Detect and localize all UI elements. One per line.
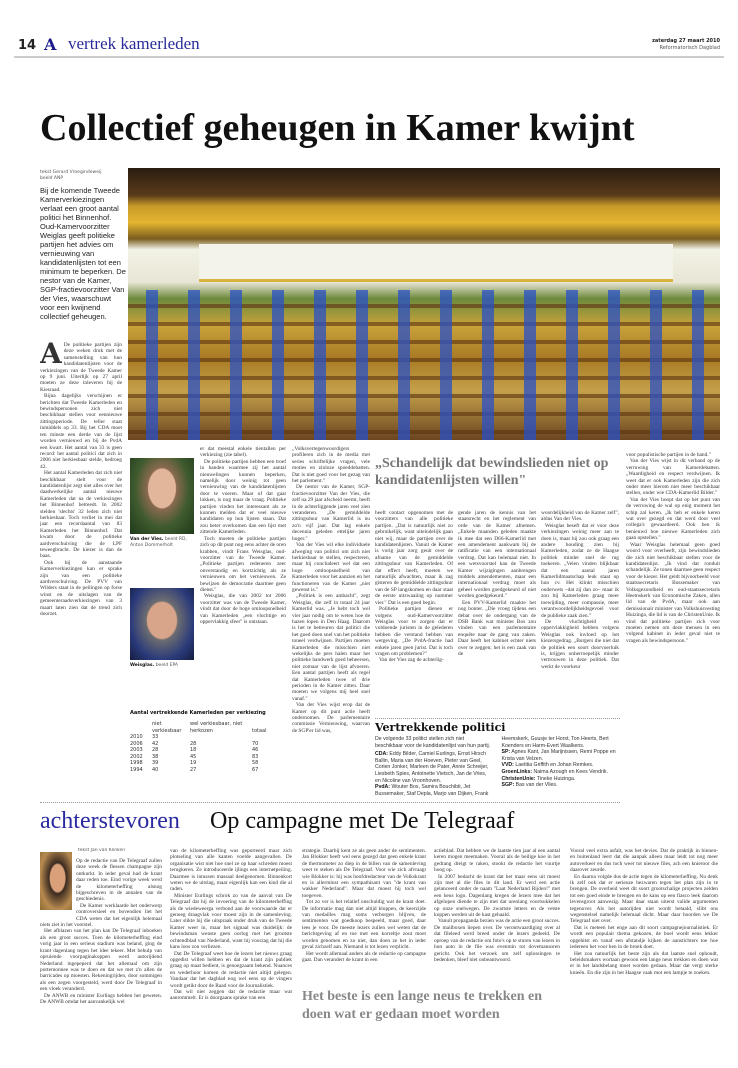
table-header: totaal — [252, 727, 267, 734]
paragraph: Het wordt allemaal anders als de redactie op campagne gaat. Dan verandert de krant in een — [302, 950, 426, 963]
departures-table — [130, 710, 288, 773]
party-list — [375, 751, 494, 784]
box-intro: De volgende 33 politici stellen zich niet beschikbaar voor de kandidatenlijst van hun partij. — [375, 736, 491, 749]
author-credit: tekst Jan van Klinken — [78, 848, 126, 853]
table-header — [130, 721, 152, 734]
paragraph: heeft contact opgenomen met de voorzitters van alle politieke partijen. „Dat is natuurlijk niet zo gebruikelijk, want uiteindelijk gaan niet wij, maar de partijen over de kandidatenlijsten. Vanuit de Kamer is vorig jaar zorg geuit over de afname van de gemiddelde zittingsduur van Kamerleden. Of dat effect heeft, moeten we natuurlijk afwachten, maar ik zag gisteren de gemiddelde zittingsduur van de SP langskomen en daar staat de eerste uitzwaaiing op nummer vier." Dat is een goed begin. — [375, 510, 453, 606]
table-cell: 40 — [152, 766, 159, 773]
paragraph: Bijna dagelijks verschijnen er berichten dat Tweede Kamerleden en bewindspersonen zich niet beschikbaar stellen voor eennieuwe zittingsperiode. De teller staat inmiddels op 33. Bij het CDA moet ten minste een derde van de lijst worden vernieuwd en bij de PvdA een kwart. Het aantal van 33 is geen record: het aantal politici dat zich in 2006 niet herkiesbaar stelde, bedroeg 42. — [40, 393, 122, 470]
table-cell: 39 — [152, 760, 159, 766]
header-rule — [14, 56, 724, 58]
table-cell: 42 — [152, 740, 159, 747]
section-title: vertrek kamerleden — [68, 34, 200, 53]
paragraph: „Politiek is een ambacht", zegt Weisglas, die zelf in totaal 24 jaar Kamerlid was. „Je hebt toch wel vier jaar nodig om te weten hoe de hazen lopen in Den Haag. Daarom is het te betreuren dat politici die het goed doen snel van het politieke toneel verdwijnen. Partijen moeten Kamerleden die misschien niet wekelijks de pers halen maar het politieke handwerk goed beheersen, niet zomaar van de lijst afvoeren. Een aantal partijen heeft als regel dat Kamerleden twee of drie perioden in de Kamer zitten. Daar moeten we volgens mij heel snel vanaf." — [292, 593, 370, 702]
paragraph: Weisglas, die van 2002 tot 2006 voorzitter was van de Tweede Kamer, vindt dat door de hoge omloopsnelheid van Kamerleden „een vluchtige en oppervlakkig sfeer" is ontstaan. — [200, 593, 286, 625]
politician-names: Agnes Kant, Jan Marijnissen, Remi Poppe en Krista van Velzen. — [501, 749, 616, 762]
article-column-3 — [292, 446, 370, 796]
column-text-3 — [302, 848, 426, 982]
table-cell: 2006 — [130, 740, 143, 747]
party-name: ChristenUnie: — [501, 775, 536, 782]
table-cell: 83 — [252, 753, 259, 760]
paragraph: De politieke partijen hebben een troef in handen waarmee zij het aantal nieuwelingen kunnen beperken, namelijk door weinig tot geen vernieuwing van de kandidatenlijsten door te voeren. Maar of dat gaat lukken, is nog maar de vraag. Politieke partijen vinden het interessant als ze kunnen melden dat er veel nieuwe kandidaten op hun lijsten staan. Dat zou beter overkomen dan een lijst met zittende Kamerleden. — [200, 458, 286, 536]
paragraph: Het afblazen van het plan kan De Telegraaf inboeken als een groot succes. Toen de kilometerheffing eind vorig jaar in een serieus stadium was beland, ging de krant dagenlang tegen het idee tekeer. Met behulp van opruiende voorpaginakoppen werd autorijdend Nederland ingepeperd dat het allemaal om zijn portemonnee was te doen en dat we met z'n allen de barricades op moesten. Rekeningrijden, door sommigen als een zegen voorgesteld, werd door De Telegraaf in een vloek veranderd. — [40, 928, 162, 993]
table-cell: 28 — [190, 740, 197, 747]
table-cell: 28 — [152, 747, 159, 753]
table-cell: 2010 — [130, 734, 143, 740]
paragraph: De vluchtigheid en oppervlakkigheid hebben volgens Weisglas ook invloed op het kiezersgedrag. „Burgers die niet dat de politiek een soort doorvoerluik is, krijgen onherroepelijk minder vertrouwen in deze politiek. Dat werkt de voorkeur — [541, 618, 619, 670]
politician-names: Bas van der Vlies. — [515, 782, 558, 789]
paragraph: Op de redactie van De Telegraaf zullen deze week de flessen champagne zijn ontkurkt. In ieder geval had de krant daar reden toe. Eind vorige week werd de kilometerheffing alsnog bijgeschreven in de annalen van de geschiedenis. — [76, 858, 162, 903]
table-title: Aantal vertrekkende Kamerleden per verkiezing — [130, 710, 266, 716]
column-text-1 — [40, 848, 162, 1062]
party-name: VVD: — [501, 762, 514, 769]
party-list — [502, 749, 621, 762]
table-cell: 38 — [152, 753, 159, 760]
article-column-4 — [375, 510, 453, 714]
party-name: SP: — [501, 749, 511, 756]
table-header-row — [130, 721, 282, 734]
photo-caption — [130, 663, 196, 669]
paragraph: er dat meestal enkele tientallen per verkiezing (zie tabel). — [200, 446, 286, 459]
table-cell: 33 — [152, 734, 159, 740]
box-title: Vertrekkende politici — [375, 721, 506, 734]
party-list — [502, 776, 621, 783]
paragraph: Het aantal Kamerleden dat zich niet beschikbaar stelt voor de kandidatenlijst zegt niet alles over het daadwerkelijke aantal nieuwe Kamerleden dat na de verkiezingen het Binnenhof betreedt. In 2002 stelden 'slechts' 32 leden zich niet herkiesbaar. Toch verliet in mei dat jaar een recordaantal van 83 Kamerleden het Binnenhof. Dat kwam door de politieke aardverschuiving die de LPF teweegbracht. De kiezer is dan de baas. — [40, 470, 122, 560]
paper-name: Reformatorisch Dagblad — [659, 45, 720, 51]
politician-names: Naima Azough en Kees Vendrik. — [533, 768, 608, 775]
paragraph: gende jaren de kennis van het staatsrecht en het reglement van orde van de Kamer afnemen. „Enkele maanden geleden maakte ik mee dat een D66-Kamerlid met een amendement aankwam bij de ratificatie van een internationaal verdrag. Dat kan helemaal niet. In een wetsvoorstel kan de Tweede Kamer wijzigingen aanbrengen middels amendementen, maar een internationaal verdrag moet als geheel worden goedgekeurd of niet worden goedgekeurd." — [458, 510, 536, 600]
paragraph: Toch moeten de politieke partijen zich op dit punt nog eens achter de oren krabben, vindt Frans Weisglas, oud-voorzitter van de Tweede Kamer. „Politieke partijen redeneren zeer onverstandig en kortzichtig als ze vernieuwen om het vernieuwen. Ze bewijzen de democratie daarmee geen dienst." — [200, 535, 286, 593]
paragraph: Ook bij de aanstaande Kamerverkiezingen kan er sprake zijn van een politieke aardverschuiving. De PVV van Wilders staat in de peilingen op forse winst en de uitslagen van de gemeenteraadsverkiezingen van 3 maart laten zien dat de trend zich doorzet. — [40, 559, 122, 618]
paragraph: Weisglas beseft dat er voor deze verkiezingen weinig meer aan te doen is, maar hij zou ook graag een andere houding zien bij Kamerleden, zodat ze de Haagse politiek minder snel de rug toekeren. „Velen vinden blijkbaar dat een aantal jaren Kamerlidmaatschap leuk staat op hun cv. Het klinkt misschien ouderwets –dat zij dan zo– maar ik zou bij Kamerleden graag meer toewijding, meer compassie, meer verantwoordelijkheidsgevoel voor de publieke zaak zien." — [541, 522, 619, 619]
politician-names: Tineke Huizinga. — [536, 775, 576, 782]
van-der-vies-photo — [130, 458, 194, 534]
divider-dotted — [375, 718, 620, 719]
caption-credit: beeld EPA — [155, 663, 178, 668]
paragraph: De Kamer werklaarde het onderwerp controversieel en bovendien liet het CDA weten dat het eigenlijk helemaal niets ziet in het voorstel. — [40, 902, 162, 929]
paragraph: En daarna volgde dus de actie tegen de kilometerheffing. Nu denk ik zelf ook dat er serieuze bezwaren tegen het plan zijn in te brengen. De overheid weet dit soort grootschalige projecten zelden tot een goed einde te brengen en de kans op een fiasco leek daarom levensgroot aanwezig. Maar daar staan uiterst valide argumenten tegenover. Als het autorijden niet wordt betaald, slibt ons wegenstelsel namelijk helemaal dicht. Maar daar hoorden we De Telegraaf niet over. — [570, 873, 718, 925]
paragraph: Dat wil niet zeggen dat de redactie maar wat aanrommelt. Er is doorgaans sprake van een — [170, 988, 292, 1002]
article-column-6 — [541, 510, 619, 714]
header-meta — [652, 38, 720, 52]
pull-quote: „Schandelijk dat bewindslieden niet op kandidatenlijsten willen" — [375, 456, 609, 488]
paragraph: actieblad. Dat hebben we de laatste tien jaar al een aantal keren mogen meemaken. Vooral als de heilige koe in het gedrang dreigt te raken, stookt de redactie het vuurtje hoog op. — [434, 848, 560, 874]
table-row — [130, 767, 282, 774]
party-list — [502, 782, 621, 789]
paragraph: De politieke partijen zijn deze weken druk met de samenstelling van hun kandidatenlijsten voor de verkiezingen van de Tweede Kamer op 9 juni. Uiterlijk op 27 april moeten ze deze inleveren bij de Kiesraad. — [40, 342, 122, 393]
parliament-photo — [128, 168, 720, 440]
article-column-2 — [200, 446, 286, 702]
paragraph: voor populistische partijen in de hand." — [626, 452, 711, 458]
table — [130, 721, 282, 773]
paragraph: Politieke partijen dienen er volgens oud-Kamervoorzitter Weisglas voor te zorgen dat er voldoende juristen in de gelederen hebben die verstand hebben van wetgeving. „De PvdA-fractie had enkele jaren geen jurist. Dat is toch vragen om problemen?" — [375, 606, 453, 657]
caption-name: Weisglas. — [130, 663, 155, 668]
table-cell: 2003 — [130, 747, 143, 753]
table-header: niet verkiesbaar — [152, 721, 182, 734]
column-title: Op campagne met De Telegraaf — [210, 808, 515, 834]
article-column-5 — [458, 510, 536, 714]
article-title: Collectief geheugen in Kamer kwijnt — [40, 107, 635, 149]
politician-names: Wouter Bos, Samira Bouchibti, Jet Bussemaker, Staf Depla, Marjo van Dijken, Frank Heemskerk, Guusje ter Horst, Ton Heerts, Bert Koenders en Harm-Evert Waalkens. — [375, 736, 609, 797]
page-number: 14 — [18, 38, 37, 53]
paragraph: De nestor van de Kamer, SGP-fractievoorzitter Van der Vies, die zelf na 29 jaar afscheid neemt, heeft in de achterliggende jaren veel zien veranderen. „De gemiddelde zittingsduur van Kamerlid is nu zo'n vijf jaar. Dat lag enkele decennia geleden ettelijke jaren hoger." — [292, 484, 370, 542]
date: zaterdag 27 maart 2010 — [652, 38, 720, 44]
lead-text: Bij de komende Tweede Kamerverkiezingen verlaat een groot aantal politici het Binnenhof. Oud-Kamervoorzitter Weiglas geeft politieke partijen het advies om vernieuwing van kandidatenlijsten tot een minimum te beperken. De nestor van de Kamer, SGP-fractievoorzitter Van der Vies, waarschuwt voor een kwijnend collectief geheugen. — [40, 186, 126, 321]
table-cell: 58 — [252, 760, 259, 766]
paragraph: „Volksvertegenwoordigers profileren zich in de media met series schriftelijke vragen, vele moties en zinloze spoeddebatten. Dat is niet goed voor het gezag van het parlement." — [292, 446, 370, 485]
paragraph: Waar Weisglas helemaal geen goed woord voor overheeft, zijn bewindslieden die zich niet beschikbaar stellen voor de kandidatenlijst. „Ik vind dat ronduit schandelijk. Ze tonen daarmee geen respect voor de kiezer. Het geldt bijvoorbeeld voor staatssecretaris Bussemaker van Volksgezondheid en oud-staatssecretaris Heemskerk van Economische Zaken, allen lid van de PvdA, maar ook aan demissionair minister van Volkshuisvesting Huizinga, die lid is van de ChristenUnie. Ik vind dat politieke partijen zich voor moeten nemen om deze mensen in een volgend kabinet in ieder geval niet te vragen als bewindspersoon." — [626, 541, 720, 644]
paragraph: woordelijkheid van de Kamer zelf", aldus Van der Vies. — [541, 510, 619, 523]
drop-cap: A — [40, 342, 62, 370]
text-credit: tekst Gerard Vroegindeweij — [40, 170, 102, 175]
paragraph: In 2007 bedacht de krant dat het maar eens uit moest zijn met al die files in dit land. Er werd een actie gelanceerd onder de naam "Laat Nederland Rijden!" met een heus logo. Dagenlang kregen de lezers mee dat het afgelopen diende te zijn met dat urenlang voortsukkelen op onze snelwegen. De zwartste letters en de vetste koppen werden uit de kast gehaald. — [434, 873, 560, 919]
politician-names: Laetitia Griffith en Johan Remkes. — [515, 762, 594, 769]
section-logo: A — [44, 35, 57, 54]
column-pull-quote: Het beste is een lange neus te trekken en doen wat er gedaan moet worden — [302, 989, 543, 1022]
caption-name: Van der Vies. — [130, 537, 164, 542]
table-cell: 1998 — [130, 760, 143, 766]
table-cell: 70 — [252, 740, 259, 747]
paragraph: strategie. Daarbij kent ze als geen ander de sentimenten. Jan Blokker heeft wel eens gezegd dat geen enkele krant de thermometer zo diep in de billen van de samenleving weet te steken als De Telegraaf. Voor wie zich afvraagt wie Blokker is: hij was hoofdredacteur van de Volkskrant en is allerminst een sympathisant van "de krant van wakker Nederland". Maar dat moest hij toch wel toegeven. — [302, 848, 426, 899]
article-column-7 — [626, 452, 720, 797]
paragraph: Van der Vies wijst in dit verband op de verruwing van Kamerdebatten. „Waardigheid en respect verdwijnen. Ik weet dat er ook Kamerleden zijn die zich onder meer hierom niet meer beschikbaar stellen, onder wie CDA-Kamerlid Bilder." — [626, 458, 720, 497]
paragraph: De ANWB en minister Eurlings hebben het geweten. De ANWB omdat het aanvankelijk wel — [40, 992, 162, 1005]
paragraph: Een PVV-Kamerlid maakte het nog bonter. „Die vroeg tijdens een debat over de ondergang van de DSB Bank wat minister Bos zou vinden van een parlementaire enquête naar de gang van zaken. Daar heeft het kabinet echter niets over te zeggen; het is een zaak van de — [458, 599, 536, 657]
paragraph: Tot zo ver is het relatief onschuldig wat de krant doet. De informatie mag dan niet altijd kloppen, de keerzijde van medailles mag soms verborgen blijven, de sentimenten wat goedkoop bespeeld, maar goed, daar lees je voor. De meeste lezers zullen wel weten dat de berichtgeving af en toe met een korreltje zout moet worden genomen en zo niet, dan doen ze het in ieder geval zichzelf aan. Niemand is tot lezen verplicht. — [302, 899, 426, 951]
paragraph: Vanuit propaganda bezien was de actie een groot succes. De mailboxen liepen over. De verontwaardiging over al dat fileleed werd breed onder de lezers gedeeld. De oproep van de redactie om foto's op te sturen van lezers in hun auto in de file was evenmin tot dovemansoren gericht. Ook het verzoek om zelf oplossingen te bedenken, bleef niet onbeantwoord. — [434, 918, 560, 963]
paragraph: Van der Vies wijst erop dat de Kamer op dit punt actie heeft ondernomen. De parlementaire commissie Vernieuwing, waarvan de SGP'er lid was, — [292, 702, 370, 734]
paragraph: Minister Eurlings schrok zo van de aanval van De Telegraaf dat hij de invoering van de kilometerheffing als de wiedeweerga verbond aan de voorwaarde dat er genoeg draagvlak voor moest zijn in de samenleving. Later slikte hij die uitspraak onder druk van de Tweede Kamer weer in, maar het signaal was duidelijk: de bewindsman wenste geen oorlog met het grootste ochtendblad van Nederland, want hij voorzag dat hij die kans loos zou verliezen. — [170, 892, 292, 951]
article-lead-block — [40, 170, 126, 321]
party-name: GroenLinks: — [501, 768, 533, 775]
paragraph: Van der Vies wil elke individuele afweging van politici om zich niet herkiesbaar te stellen, respecteren, maar hij concludeert wel dat een hoge omloopsnelheid van Kamerleden voor het aanzien en het functioneren van de Kamer „niet gewenst is." — [292, 542, 370, 593]
table-header: wel verkiesbaar, niet herkozen — [190, 721, 243, 734]
politician-names: Eddy Bilder, Camiel Eurlings, Ernst Hirsch Ballin, Maria van der Hoeven, Pieter van Geel, Corien Jonker, Marleen de Pater, Annie Schreijer, Liesbeth Spies, Antoinette Vietsch, Jan de Vries, en Nicoline van Vroonhoven. — [375, 751, 489, 784]
party-name: PvdA: — [375, 784, 390, 791]
table-cell: 2002 — [130, 753, 143, 760]
photo-credit: beeld ANP — [40, 176, 64, 181]
article-column-1 — [40, 342, 122, 794]
paragraph: Dat De Telegraaf weet hoe de lezers het nieuws graag opgedist willen hebben en dat de krant zijn publiek graag op maat bedient, is genoegzaam bekend. Nuances en wederhoor komen de redactie niet altijd gelegen. Vandaar dat het dagblad nog wel eens op de vingers wordt getikt door de Raad voor de Journalistiek. — [170, 950, 292, 989]
paragraph: van de kilometerheffing was geporteerd maar zich plotseling van alle kanten voelde aangevallen. De organisatie wist niet hoe snel ze op haar schreden moest terugkeren. Ze introduceerde ijlings een internetpeiling. Daarmee is intussen massaal deelgenomen. Binnenkort weten we de uitslag, maar eigenlijk kan een kind die al raden. — [170, 848, 292, 893]
column-text-4 — [434, 848, 560, 982]
divider-dotted — [40, 802, 620, 803]
column-text-2 — [170, 848, 292, 1062]
party-name: CDA: — [375, 751, 388, 758]
table-cell: 19 — [190, 760, 197, 766]
paragraph: Het zou natuurlijk het beste zijn als dat laatste snel ophoudt, beleidsmakers wortaan gewoon een lange neus trekken en doen wat er in het landsbelang moet worden gedaan. Maar dat vergt sterke knieën. En die zijn in het Haagse vaak mot een lampje te zoeken. — [570, 950, 718, 976]
table-cell: 1994 — [130, 766, 143, 773]
paragraph: Van der Vies zag de achterlig- — [379, 657, 444, 664]
paragraph: Van der Vies hoopt dat op het punt van de verruwing de wal op enig moment het schip zal keren. „Ik heb er enkele keren wat over gezegd en dat werd door veel collega's gewaardeerd. Ook ben ik benieuwd hoe nieuwe Kamerleden zich gaan opstellen." — [626, 496, 720, 542]
departing-politicians-box — [375, 736, 620, 797]
paragraph: Vooral veel extra asfalt, was het devies. Dat de praktijk in binnen- en buitenland leert dat die aanpak alleen maar leidt tot nog meer autoverkeer en dus toch weer tot nieuwe files, ach een knieroor die daarover zeurde. — [570, 848, 718, 874]
table-cell: 18 — [190, 747, 197, 753]
column-text-5 — [570, 848, 718, 1062]
caption-credit: beeld RD, Anton Dommerholt — [130, 537, 187, 548]
table-cell: 45 — [190, 753, 197, 760]
party-list — [502, 762, 621, 769]
table-cell: 46 — [252, 747, 259, 753]
weisglas-photo — [130, 588, 194, 660]
party-list — [502, 769, 621, 776]
table-cell: 67 — [252, 766, 259, 773]
paragraph: Dat is meteen het enge aan dit soort campagnejournalistiek. Er wordt een populair thema gekozen, de boel wordt eens lekker opgehitst en vanaf een afstandje kijken de aanstichters toe hoe iedereen het voor hen in de broek doet. — [570, 924, 718, 951]
column-section-title: achterstevoren — [40, 808, 180, 834]
table-cell: 27 — [190, 766, 197, 773]
party-name: SGP: — [501, 782, 515, 789]
photo-caption — [130, 537, 196, 549]
